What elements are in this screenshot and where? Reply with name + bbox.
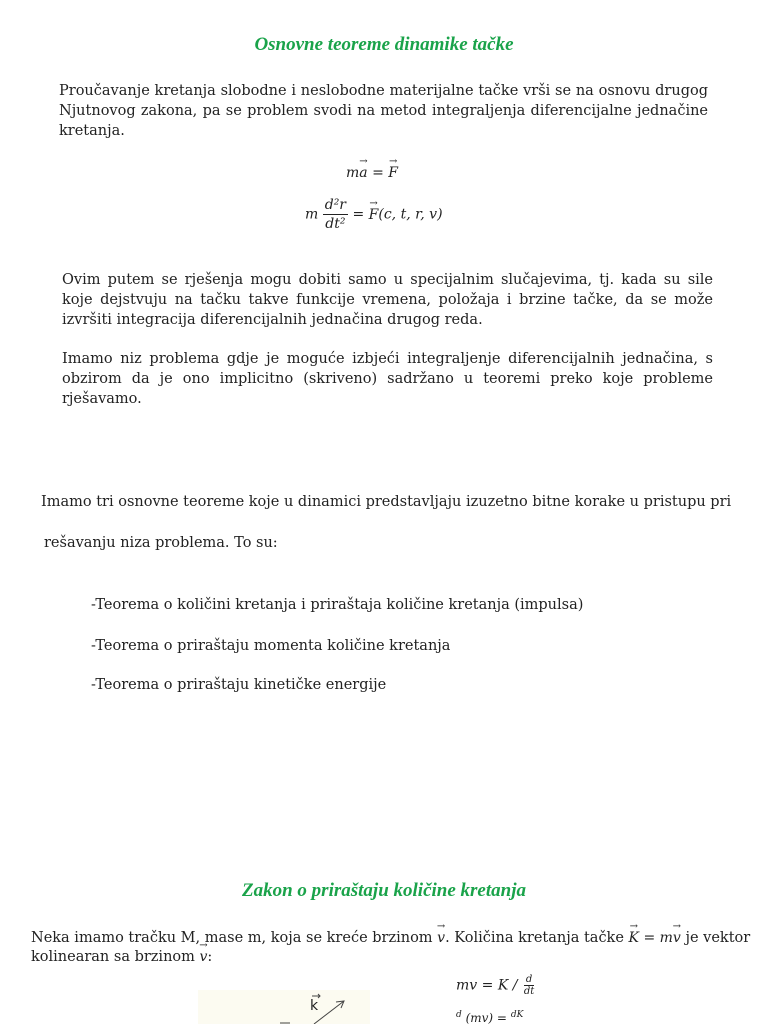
intro-paragraph: Proučavanje kretanja slobodne i neslobodne materijalne tačke vrši se na osnovu drugog Njutnovog zakona, pa se problem svodi na metod integraljenja diferencijalne jednačine kretanja.	[59, 83, 708, 139]
paragraph-implicit: Imamo niz problema gdje je moguće izbjeći integraljenje diferencijalnih jednačina, s obzirom da je ono implicitno (skriveno) sadržano u teoremi preko koje probleme rješavamo.	[62, 351, 713, 407]
section-text-c: je vektor	[685, 930, 751, 946]
section-paragraph-line1	[31, 930, 750, 946]
page-title: Osnovne teoreme dinamike tačke	[254, 34, 514, 55]
section-paragraph-line2: kolinearan sa brzinom → v:	[31, 949, 212, 965]
eq1-m: m	[346, 165, 360, 181]
eq1-a-vector: → a	[359, 165, 367, 181]
eq2-f-vector: → F	[369, 207, 379, 223]
eq3-derivative	[522, 974, 536, 997]
momentum-definition: → K = m→ v	[629, 930, 681, 946]
eq2-numerator: d²r	[324, 197, 347, 213]
eq3-lhs: mv = K /	[456, 977, 518, 994]
equation-momentum	[456, 974, 536, 997]
section-text-a: Neka imamo tračku M, mase m, koja se kreće brzinom	[31, 930, 433, 946]
eq3-dt: dt	[523, 986, 535, 997]
equation-differential: m $\frac{\text{d²r}}{\text{dt²}}$ = → F(c, t, r, v)	[305, 196, 443, 233]
eq2-denominator: dt²	[325, 216, 346, 232]
velocity-vector: → v	[200, 949, 208, 965]
theorem-item: -Teorema o priraštaju kinetičke energije	[91, 677, 387, 693]
figure-diagram	[198, 990, 370, 1024]
eq2-m: m	[305, 206, 319, 223]
section-title: Zakon o priraštaju količine kretanja	[242, 880, 526, 901]
equation-momentum-derivative	[456, 1010, 523, 1025]
paragraph-three-theorems-line2: rešavanju niza problema. To su:	[44, 535, 278, 551]
eq4-dk: dK	[510, 1010, 524, 1020]
eq2-args: (c, t, r, v)	[378, 206, 443, 223]
eq4-mid: (mv) =	[465, 1011, 507, 1025]
eq3-d: d	[525, 974, 533, 985]
theorem-item: -Teorema o količini kretanja i priraštaja količine kretanja (impulsa)	[91, 597, 584, 613]
eq2-fraction	[323, 196, 348, 233]
figure-label-k: k	[310, 998, 319, 1014]
vector-arrow-icon	[198, 990, 370, 1024]
equation-newton: m→ a = → F	[346, 165, 398, 181]
velocity-vector: → v	[437, 930, 445, 946]
paragraph-special-cases: Ovim putem se rješenja mogu dobiti samo u specijalnim slučajevima, tj. kada su sile koje dejstvuju na tačku takve funkcije vremena, položaja i brzine tačke, da se može izvršiti integracija diferencijalnih jednačina drugog reda.	[62, 272, 713, 328]
section-text-d: kolinearan sa brzinom	[31, 949, 195, 965]
section-text-b: . Količina kretanja tačke	[445, 930, 624, 946]
paragraph-three-theorems-line1: Imamo tri osnovne teoreme koje u dinamici predstavljaju izuzetno bitne korake u pristupu pri	[41, 494, 732, 510]
eq1-f-vector: → F	[388, 165, 398, 181]
eq4-d: d	[456, 1010, 462, 1020]
theorem-item: -Teorema o priraštaju momenta količine kretanja	[91, 638, 451, 654]
